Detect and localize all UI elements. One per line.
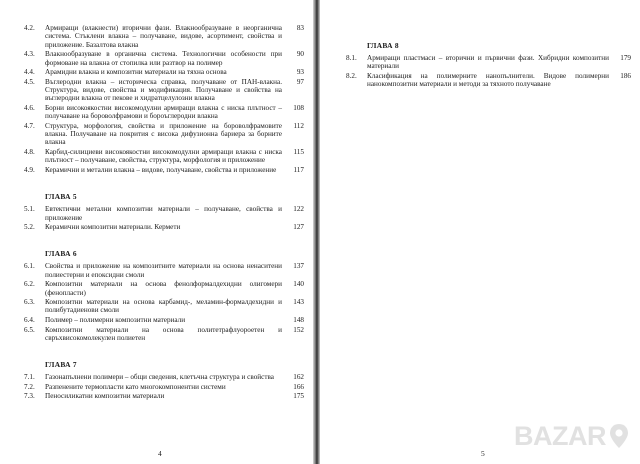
entry-number: 4.3. (24, 50, 35, 59)
entry-page: 97 (296, 77, 304, 86)
toc-entry (24, 24, 304, 49)
entry-title: Разпенените термопласти като многокомпонентни системи (45, 382, 226, 391)
entry-page: 186 (620, 71, 631, 80)
toc-entry (24, 373, 304, 381)
chapter-heading: ГЛАВА 7 (45, 360, 77, 370)
entry-number: 4.7. (24, 121, 35, 130)
entry-number: 5.2. (24, 223, 35, 232)
entry-page: 148 (293, 316, 304, 324)
entry-number: 6.4. (24, 316, 35, 324)
entry-title: Структура, морфология, свойства и приложение на бороволфрамовите влакна. Получаване на покрития с висока дифузионна бариера за борните влакна (45, 121, 282, 147)
entry-title: Въглеродни влакна – историческа справка, получаване от ПАН-влакна. Структура, видове, свойства и модификация. Получаване и свойства на въглеродни влакна от пекове и хидратцелулозни влакна (45, 77, 282, 103)
toc-entry (24, 50, 304, 67)
entry-title: Композитни материали на основа политетрафлуороетен и свръхвисокомолекулен полиетен (45, 325, 282, 342)
toc-entry (346, 72, 631, 89)
entry-title: Газонапълнени полимери – общи сведения, клетъчна структура и свойства (45, 373, 274, 382)
entry-title: Борни високоякостни високомодулни армиращи влакна с ниска плътност – получаване на бороволфрамови и бороъглеродни влакна (45, 103, 282, 121)
entry-title: Керамични композитни материали. Кермети (45, 223, 181, 232)
book-gutter (313, 0, 320, 464)
toc-entry (24, 223, 304, 231)
right-page (320, 0, 640, 464)
entry-page: 175 (293, 392, 304, 401)
toc-entry (24, 122, 304, 147)
entry-page: 162 (293, 373, 304, 382)
left-page (0, 0, 313, 464)
entry-page: 166 (293, 382, 304, 391)
toc-entry (24, 166, 304, 174)
toc-entry (24, 68, 304, 76)
entry-title: Евтектични метални композитни материали – получаване, свойства и приложение (45, 205, 282, 222)
entry-number: 7.2. (24, 382, 35, 391)
entry-number: 8.1. (346, 54, 357, 62)
entry-number: 4.6. (24, 103, 35, 112)
right-toc (346, 41, 631, 90)
entry-number: 6.3. (24, 298, 35, 307)
entry-page: 143 (293, 298, 304, 307)
watermark-text: BAZAR (514, 421, 606, 451)
entry-title: Армиращи (влакнести) вторични фази. Влакнообразуване в неорганична система. Стъклени влакна – получаване, видове, асортимент, свойства и приложение. Базалтова влакна (45, 24, 282, 49)
entry-number: 4.9. (24, 165, 35, 174)
entry-number: 7.3. (24, 392, 35, 401)
toc-entry (24, 148, 304, 165)
entry-page: 112 (293, 121, 304, 130)
toc-entry (24, 104, 304, 121)
entry-title: Композитни материали на основа карбамид-, меламин-формалдехидни и полибутадиенови смоли (45, 298, 282, 315)
entry-page: 83 (296, 24, 304, 32)
entry-number: 4.2. (24, 24, 35, 32)
entry-page: 127 (293, 223, 304, 232)
toc-entry (346, 54, 631, 71)
toc-entry (24, 78, 304, 103)
entry-number: 4.4. (24, 68, 35, 77)
page-number: 5 (481, 449, 485, 458)
entry-title: Класификация на полимерните нанопълнители. Видове полимерни нанокомпозитни материали и методи за тяхното получаване (367, 71, 609, 89)
toc-entry (24, 326, 304, 343)
chapter-heading: ГЛАВА 6 (45, 249, 77, 259)
entry-number: 5.1. (24, 205, 35, 214)
chapter-heading: ГЛАВА 8 (367, 41, 399, 50)
entry-number: 4.5. (24, 77, 35, 86)
toc-entry (24, 383, 304, 391)
entry-title: Полимер – полимерни композитни материали (45, 316, 186, 324)
entry-title: Влакнообразуване в органична система. Технологични особености при формоване на влакна от стопилка или разтвор на полимер (45, 50, 282, 67)
entry-page: 179 (620, 54, 631, 62)
chapter-heading: ГЛАВА 5 (45, 192, 77, 202)
entry-title: Армиращи пластмаси – вторични и първични фази. Хибридни композитни материали (367, 54, 609, 71)
entry-page: 152 (293, 325, 304, 334)
entry-page: 122 (293, 205, 304, 214)
entry-title: Карбид-силициеви високоякостни високомодулни армиращи влакна с ниска плътност – получаване, свойства, структура, морфология и приложение (45, 147, 282, 165)
page-number: 4 (158, 449, 162, 458)
entry-page: 115 (293, 147, 304, 156)
entry-page: 117 (293, 165, 304, 174)
toc-entry (24, 298, 304, 315)
entry-title: Композитни материали на основа фенолформалдехидни олигомери (фенопласти) (45, 280, 282, 297)
entry-page: 137 (293, 262, 304, 271)
entry-number: 6.1. (24, 262, 35, 271)
toc-entry (24, 392, 304, 400)
entry-page: 90 (296, 50, 304, 59)
entry-title: Арамидни влакна и композитни материали на тяхна основа (45, 68, 227, 77)
entry-number: 7.1. (24, 373, 35, 382)
entry-title: Керамични и метални влакна – видове, получаване, свойства и приложение (45, 165, 277, 174)
left-toc (24, 24, 304, 402)
entry-number: 4.8. (24, 147, 35, 156)
watermark-logo (514, 418, 632, 454)
toc-entry (24, 280, 304, 297)
entry-title: Свойства и приложение на композитните материали на основа ненаситени полиестерни и епоксидни смоли (45, 262, 282, 279)
entry-page: 140 (293, 280, 304, 289)
toc-entry (24, 262, 304, 279)
toc-entry (24, 316, 304, 324)
location-pin-icon (608, 423, 630, 449)
entry-number: 6.2. (24, 280, 35, 289)
toc-entry (24, 205, 304, 222)
entry-title: Пеносиликатни композитни материали (45, 392, 165, 401)
entry-number: 6.5. (24, 325, 35, 334)
entry-page: 93 (296, 68, 304, 77)
entry-number: 8.2. (346, 71, 357, 80)
entry-page: 108 (293, 103, 304, 112)
